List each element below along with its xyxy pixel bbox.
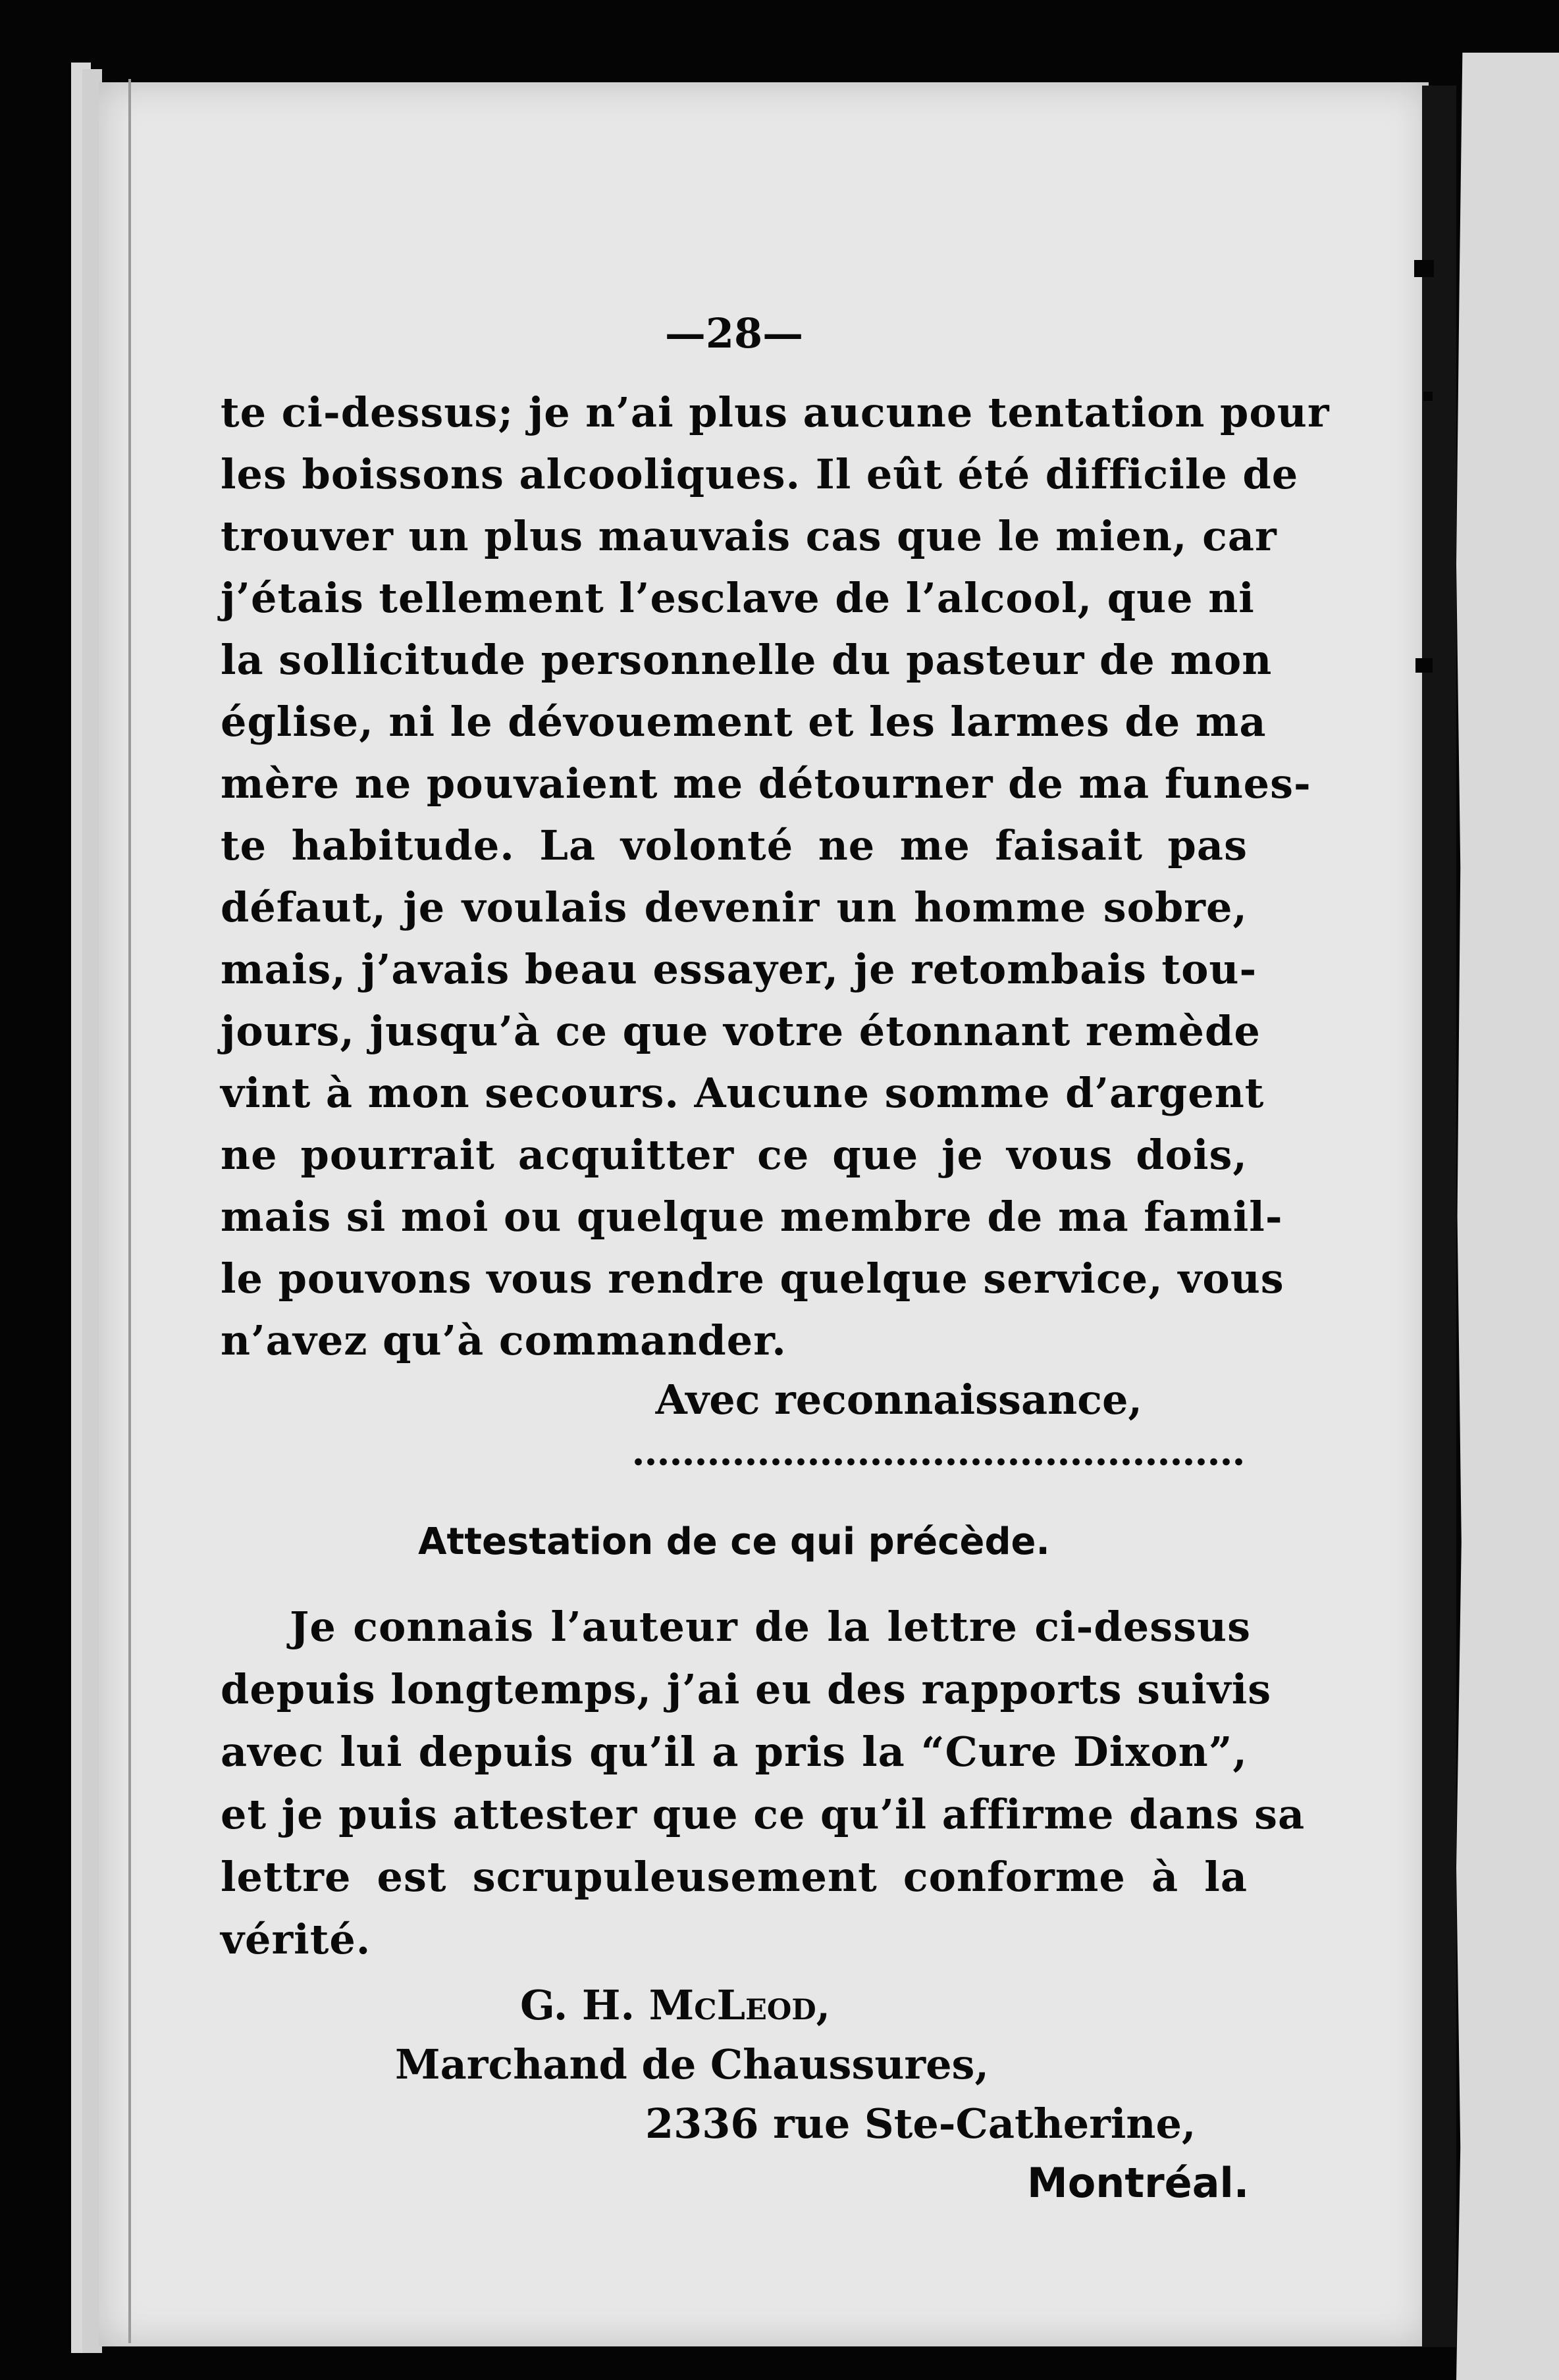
signature-city: Montréal. bbox=[1027, 2159, 1250, 2207]
attestation-line: Je connais l’auteur de la lettre ci-dessus bbox=[290, 1603, 1251, 1651]
letter-line: défaut, je voulais devenir un homme sobre, bbox=[221, 883, 1248, 931]
margin-mark bbox=[1415, 658, 1433, 673]
attestation-line: lettre est scrupuleusement conforme à la bbox=[221, 1853, 1248, 1901]
letter-line: mais, j’avais beau essayer, je retombais tou- bbox=[221, 945, 1257, 993]
letter-line: le pouvons vous rendre quelque service, vous bbox=[221, 1255, 1284, 1303]
adjacent-page-edge bbox=[1456, 53, 1559, 2380]
attestation-line: vérité. bbox=[221, 1915, 371, 1963]
margin-mark bbox=[1414, 260, 1434, 277]
letter-line: te habitude. La volonté ne me faisait pas bbox=[221, 821, 1248, 869]
letter-line: te ci-dessus; je n’ai plus aucune tentation pour bbox=[221, 388, 1330, 436]
signature-address: 2336 rue Ste-Catherine, bbox=[645, 2100, 1196, 2148]
attestation-line: depuis longtemps, j’ai eu des rapports suivis bbox=[221, 1665, 1272, 1713]
letter-line: mais si moi ou quelque membre de ma famil- bbox=[221, 1193, 1283, 1241]
signature-title: Marchand de Chaussures, bbox=[395, 2040, 990, 2088]
letter-line: j’étais tellement l’esclave de l’alcool, que ni bbox=[221, 574, 1255, 622]
closing-salutation: Avec reconnaissance, bbox=[655, 1376, 1142, 1424]
letter-line: jours, jusqu’à ce que votre étonnant remède bbox=[221, 1007, 1261, 1055]
page-gap bbox=[1422, 86, 1456, 2347]
letter-line: les boissons alcooliques. Il eût été difficile de bbox=[221, 450, 1299, 498]
letter-line: ne pourrait acquitter ce que je vous dois, bbox=[221, 1131, 1248, 1179]
attestation-line: avec lui depuis qu’il a pris la “Cure Dixon”, bbox=[221, 1728, 1248, 1776]
letter-line: trouver un plus mauvais cas que le mien, car bbox=[221, 512, 1277, 560]
letter-line: n’avez qu’à commander. bbox=[221, 1316, 787, 1364]
margin-mark bbox=[1423, 392, 1433, 401]
attestation-heading: Attestation de ce qui précède. bbox=[418, 1520, 1050, 1563]
letter-line: la sollicitude personnelle du pasteur de mon bbox=[221, 636, 1273, 684]
signature-name: G. H. McLeod, bbox=[520, 1981, 831, 2029]
letter-line: vint à mon secours. Aucune somme d’argent bbox=[221, 1069, 1265, 1117]
page-number: —28— bbox=[664, 309, 804, 357]
letter-line: église, ni le dévouement et les larmes de ma bbox=[221, 698, 1267, 746]
attestation-line: et je puis attester que ce qu’il affirme dans sa bbox=[221, 1790, 1306, 1838]
letter-line: mère ne pouvaient me détourner de ma funes- bbox=[221, 760, 1311, 808]
signature-dotted-line bbox=[632, 1458, 1248, 1466]
